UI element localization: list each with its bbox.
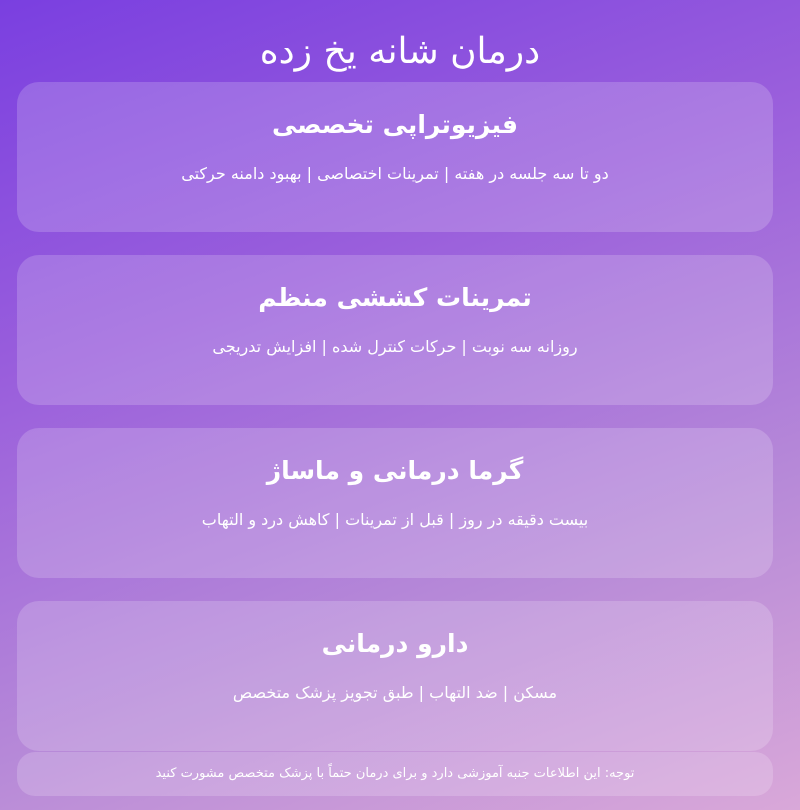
card-description: روزانه سه نوبت | حرکات کنترل شده | افزایش تدریجی (212, 337, 578, 356)
card-title: فیزیوتراپی تخصصی (271, 110, 519, 139)
card-description: دو تا سه جلسه در هفته | تمرینات اختصاصی | بهبود دامنه حرکتی (181, 164, 609, 183)
card-heat-therapy-massage (17, 428, 773, 578)
card-medication (17, 601, 773, 751)
disclaimer-note: توجه: این اطلاعات جنبه آموزشی دارد و برای درمان حتماً با پزشک متخصص مشورت کنید (17, 752, 773, 796)
card-title: دارو درمانی (321, 629, 469, 658)
card-stretching-exercises (17, 255, 773, 405)
card-title: تمرینات کششی منظم (258, 283, 532, 312)
card-description: مسکن | ضد التهاب | طبق تجویز پزشک متخصص (232, 683, 558, 702)
card-description: بیست دقیقه در روز | قبل از تمرینات | کاهش درد و التهاب (201, 510, 589, 529)
card-physiotherapy (17, 82, 773, 232)
card-title: گرما درمانی و ماساژ (266, 456, 524, 485)
page-title: درمان شانه یخ زده (259, 31, 541, 73)
